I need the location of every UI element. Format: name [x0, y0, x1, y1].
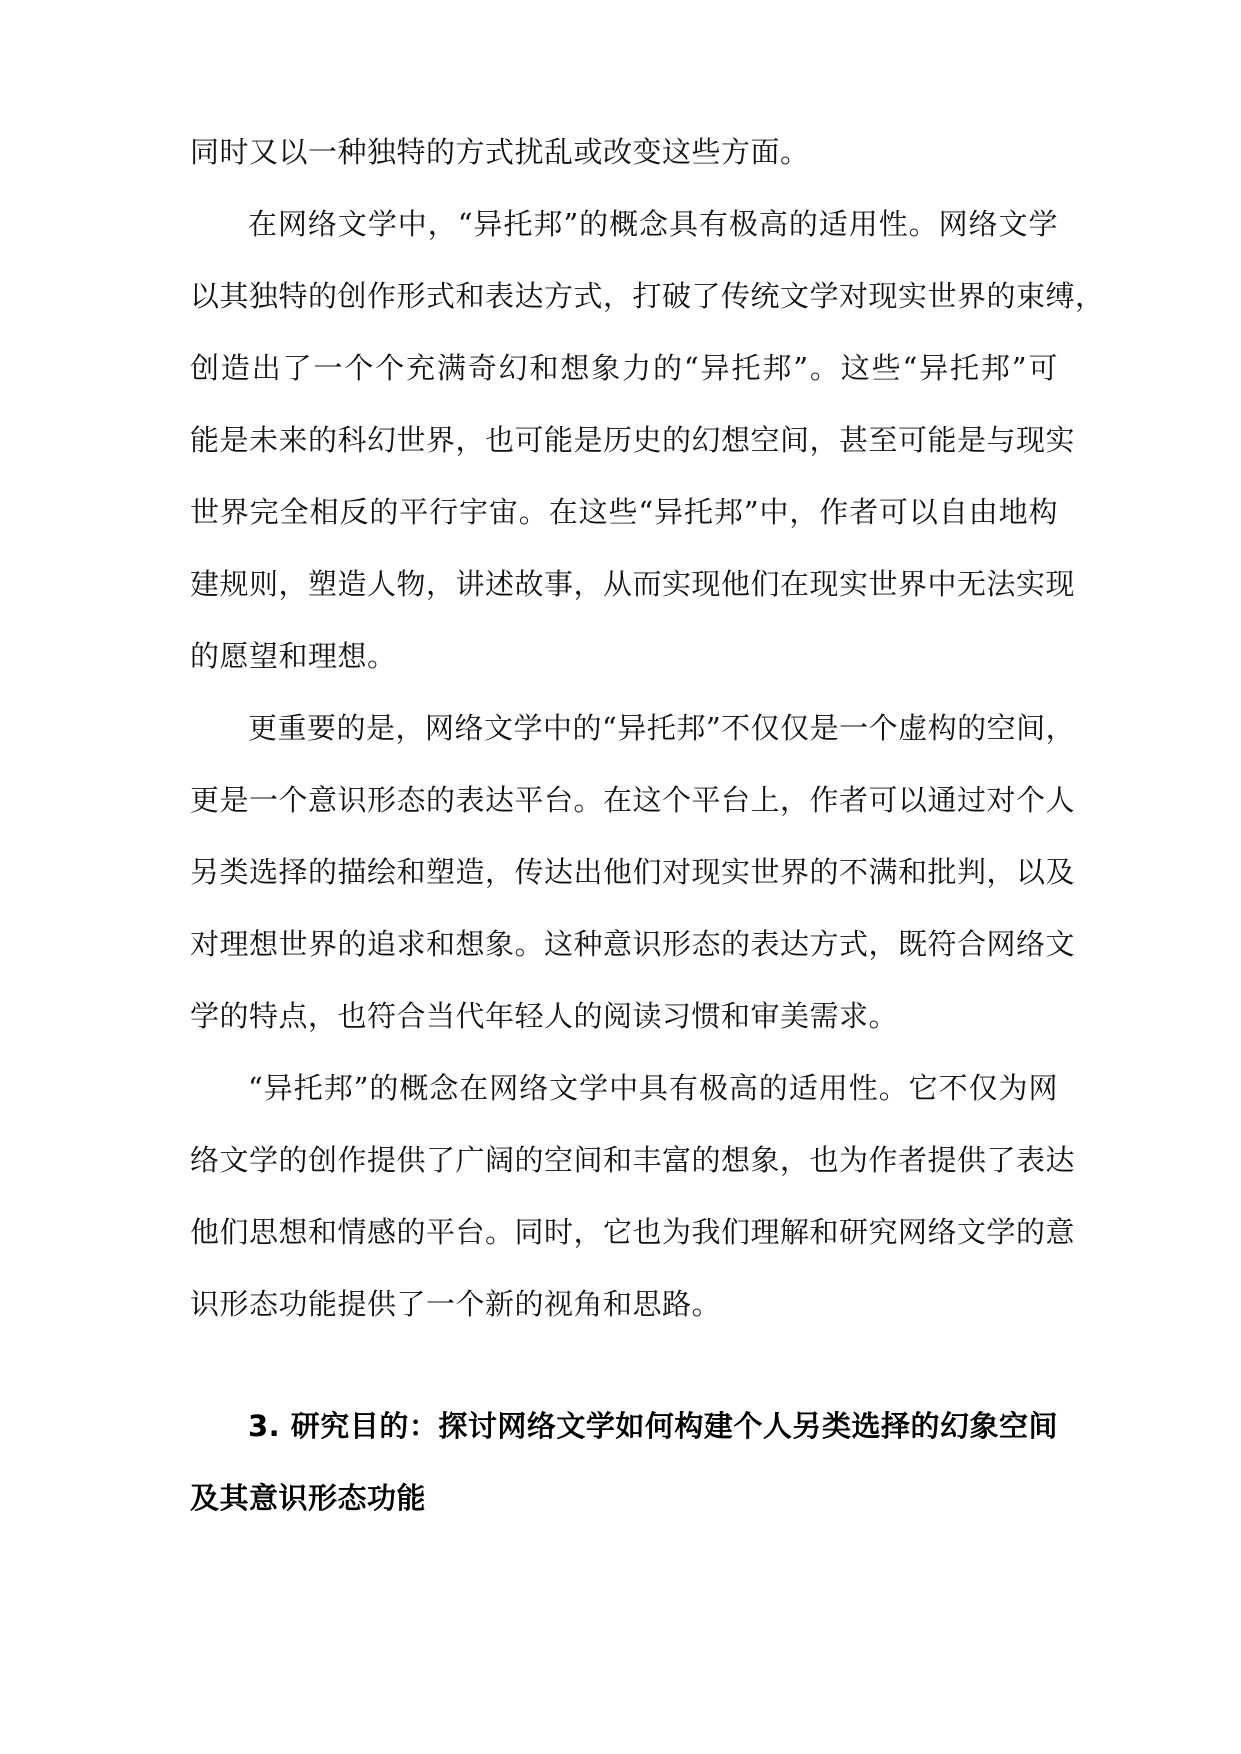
heading-line: 3. 研究目的：探讨网络文学如何构建个人另类选择的幻象空间 [248, 1409, 1058, 1443]
paragraph-line: 对理想世界的追求和想象。这种意识形态的表达方式，既符合网络文 [190, 927, 1076, 961]
paragraph-line: 以其独特的创作形式和表达方式，打破了传统文学对现实世界的束缚， [190, 279, 1105, 313]
paragraph-line: 同时又以一种独特的方式扰乱或改变这些方面。 [190, 135, 810, 169]
paragraph-line: 的愿望和理想。 [190, 639, 397, 673]
paragraph-heterotopia-applicability [190, 188, 1105, 692]
paragraph-line: “异托邦”的概念在网络文学中具有极高的适用性。它不仅为网 [248, 1071, 1058, 1105]
paragraph-ideology-platform [190, 692, 1076, 1052]
paragraph-line: 建规则，塑造人物，讲述故事，从而实现他们在现实世界中无法实现 [190, 567, 1076, 601]
paragraph-line: 创造出了一个个充满奇幻和想象力的“异托邦”。这些“异托邦”可 [190, 351, 1058, 385]
paragraph-line: 学的特点，也符合当代年轻人的阅读习惯和审美需求。 [190, 999, 899, 1033]
paragraph-line: 能是未来的科幻世界，也可能是历史的幻想空间，甚至可能是与现实 [190, 423, 1076, 457]
paragraph-line: 更是一个意识形态的表达平台。在这个平台上，作者可以通过对个人 [190, 783, 1076, 817]
section-heading [190, 1390, 1058, 1534]
paragraph-line: 另类选择的描绘和塑造，传达出他们对现实世界的不满和批判，以及 [190, 855, 1076, 889]
heading-line: 及其意识形态功能 [190, 1481, 427, 1515]
paragraph-line: 识形态功能提供了一个新的视角和思路。 [190, 1287, 722, 1321]
paragraph-continuation [190, 116, 1058, 188]
paragraph-line: 更重要的是，网络文学中的“异托邦”不仅仅是一个虚构的空间， [248, 711, 1076, 745]
paragraph-summary [190, 1052, 1076, 1340]
paragraph-line: 世界完全相反的平行宇宙。在这些“异托邦”中，作者可以自由地构 [190, 495, 1058, 529]
paragraph-line: 他们思想和情感的平台。同时，它也为我们理解和研究网络文学的意 [190, 1215, 1076, 1249]
paragraph-line: 在网络文学中，“异托邦”的概念具有极高的适用性。网络文学 [248, 207, 1058, 241]
paragraph-line: 络文学的创作提供了广阔的空间和丰富的想象，也为作者提供了表达 [190, 1143, 1076, 1177]
